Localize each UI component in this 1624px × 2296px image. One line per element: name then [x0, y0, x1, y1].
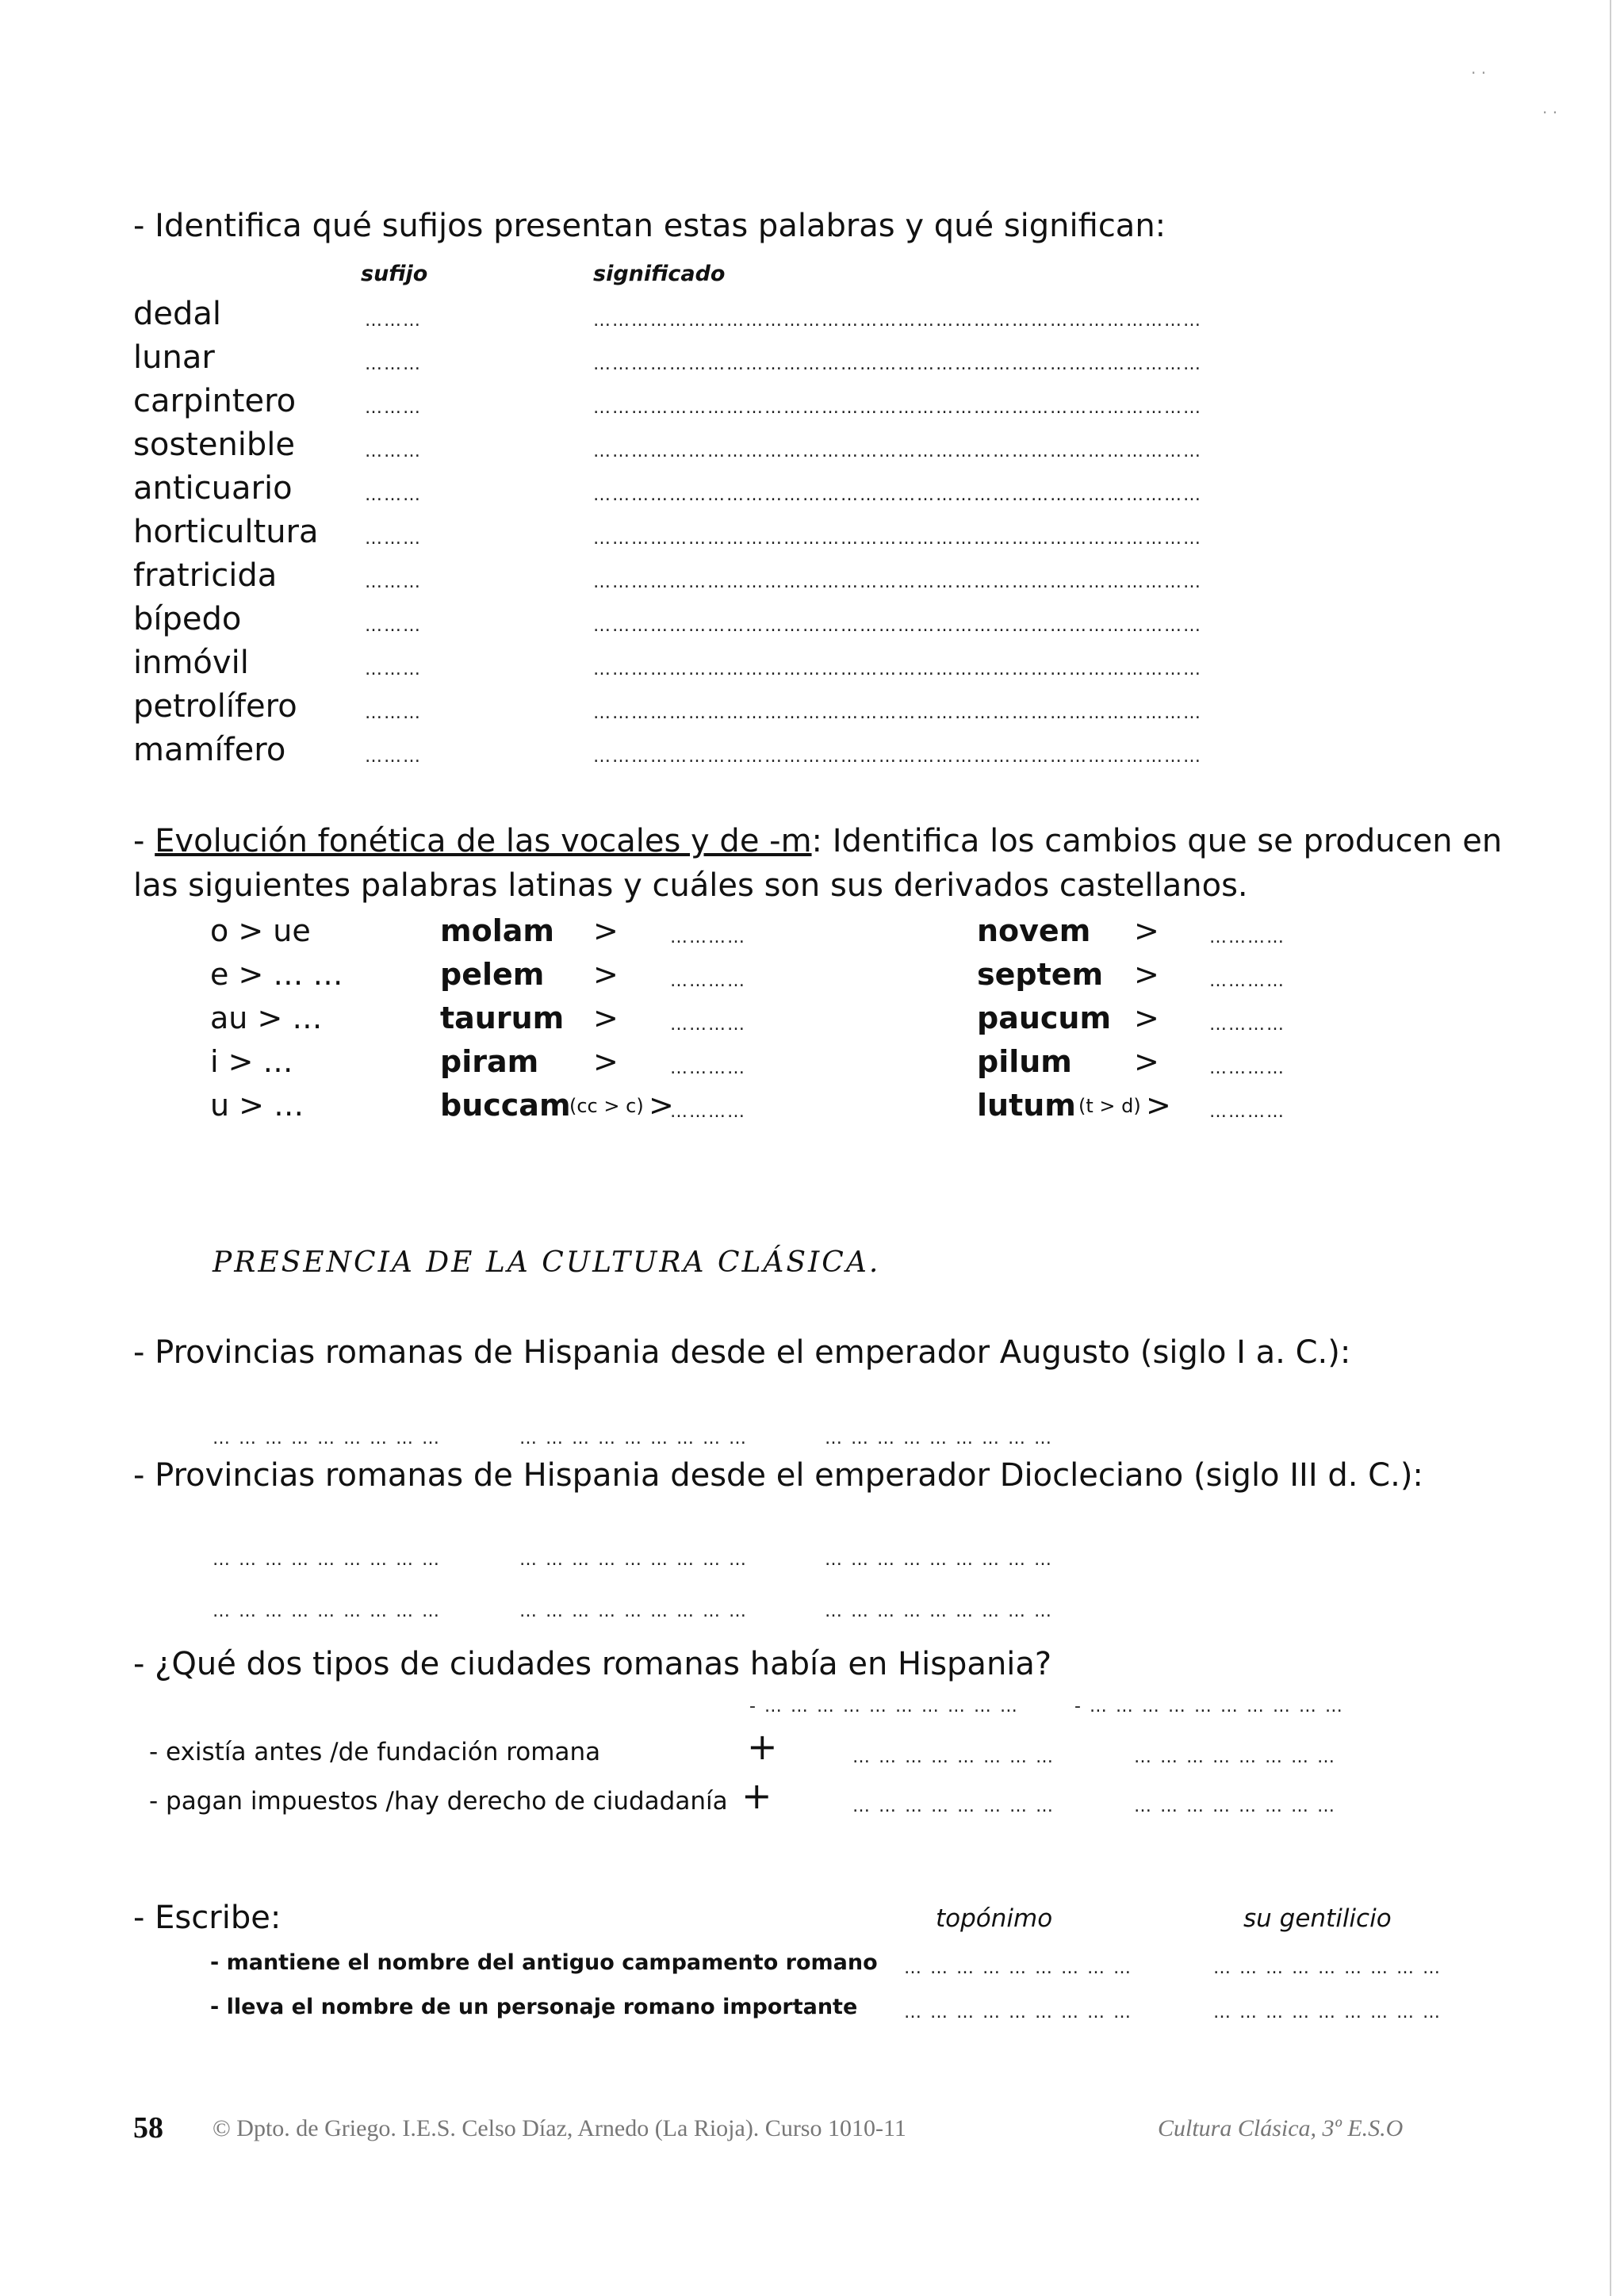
city-type-blank[interactable]: - … … … … … … … … … … [1074, 1697, 1344, 1716]
meaning-blank[interactable]: …………………………………………………………………………………… [593, 616, 1202, 636]
meaning-blank[interactable]: …………………………………………………………………………………… [593, 529, 1202, 549]
vowel-change: au > … [210, 1001, 323, 1035]
phonetic-dash: - [133, 823, 155, 859]
suffix-blank[interactable]: ……… [365, 616, 422, 636]
latin-word: buccam [440, 1088, 571, 1123]
write-criterion: - mantiene el nombre del antiguo campamento romano [210, 1950, 878, 1975]
suffix-word: bípedo [133, 601, 242, 637]
arrow: > [1146, 1088, 1171, 1123]
city-answer-blank[interactable]: … … … … … … … … [852, 1747, 1055, 1767]
phonetic-instruction [133, 823, 1502, 859]
phonetic-instruction-text: : Identifica los cambios que se producen en [811, 823, 1503, 859]
suffix-word: anticuario [133, 470, 293, 507]
meaning-blank[interactable]: …………………………………………………………………………………… [593, 398, 1202, 418]
latin-word: molam [440, 913, 554, 948]
vowel-change: o > ue [210, 913, 311, 948]
arrow: > [1134, 1001, 1159, 1035]
province-blank[interactable]: … … … … … … … … … [519, 1550, 748, 1570]
footer-subject: Cultura Clásica, 3º E.S.O [1158, 2115, 1404, 2141]
arrow: > [1134, 957, 1159, 992]
suffix-word: dedal [133, 296, 222, 332]
derivative-blank[interactable]: ………… [1209, 1058, 1285, 1078]
latin-word: paucum [977, 1001, 1112, 1035]
arrow: > [593, 913, 619, 948]
arrow: > [593, 1001, 619, 1035]
suffix-word: mamífero [133, 732, 286, 768]
province-blank[interactable]: … … … … … … … … … [519, 1429, 748, 1448]
vowel-change: u > … [210, 1088, 304, 1123]
suffix-blank[interactable]: ……… [365, 485, 422, 505]
column-header-meaning: significado [593, 262, 726, 286]
suffix-blank[interactable]: ……… [365, 442, 422, 461]
meaning-blank[interactable]: …………………………………………………………………………………… [593, 354, 1202, 374]
province-blank[interactable]: … … … … … … … … … [825, 1550, 1053, 1570]
derivative-blank[interactable]: ………… [1209, 1015, 1285, 1035]
cities-question: - ¿Qué dos tipos de ciudades romanas había en Hispania? [133, 1646, 1052, 1682]
meaning-blank[interactable]: …………………………………………………………………………………… [593, 747, 1202, 767]
suffix-blank[interactable]: ……… [365, 703, 422, 723]
city-criterion: - pagan impuestos /hay derecho de ciudadanía [149, 1787, 728, 1816]
province-blank[interactable]: … … … … … … … … … [213, 1429, 441, 1448]
derivative-blank[interactable]: ………… [1209, 1102, 1285, 1122]
arrow: > [1134, 913, 1159, 948]
suffix-instruction: - Identifica qué sufijos presentan estas palabras y qué significan: [133, 208, 1166, 244]
arrow: > [1134, 1044, 1159, 1079]
city-answer-blank[interactable]: … … … … … … … … [852, 1797, 1055, 1816]
latin-word: septem [977, 957, 1104, 992]
page-number: 58 [133, 2111, 163, 2145]
column-header-toponym: topónimo [936, 1904, 1053, 1933]
province-blank[interactable]: … … … … … … … … … [213, 1550, 441, 1570]
suffix-word: petrolífero [133, 688, 297, 725]
derivative-blank[interactable]: ………… [1209, 971, 1285, 991]
province-blank[interactable]: … … … … … … … … … [825, 1429, 1053, 1448]
scan-speck: · · [1542, 103, 1558, 122]
suffix-blank[interactable]: ……… [365, 398, 422, 418]
latin-word: lutum [977, 1088, 1076, 1123]
meaning-blank[interactable]: …………………………………………………………………………………… [593, 660, 1202, 679]
plus-icon: + [741, 1774, 772, 1817]
vowel-change: e > … … [210, 957, 343, 992]
derivative-blank[interactable]: ………… [670, 1015, 746, 1035]
derivative-blank[interactable]: ………… [670, 1058, 746, 1078]
latin-word: pilum [977, 1044, 1072, 1079]
change-note: (cc > c) [569, 1095, 644, 1117]
suffix-blank[interactable]: ……… [365, 572, 422, 592]
suffix-blank[interactable]: ……… [365, 311, 422, 331]
gentilic-blank[interactable]: … … … … … … … … … [1213, 1958, 1442, 1978]
write-criterion: - lleva el nombre de un personaje romano importante [210, 1995, 858, 2019]
latin-word: taurum [440, 1001, 565, 1035]
toponym-blank[interactable]: … … … … … … … … … [904, 2003, 1132, 2022]
phonetic-instruction-line2: las siguientes palabras latinas y cuáles son sus derivados castellanos. [133, 867, 1248, 904]
city-answer-blank[interactable]: … … … … … … … … [1134, 1797, 1336, 1816]
suffix-word: sostenible [133, 427, 296, 463]
derivative-blank[interactable]: ………… [670, 928, 746, 947]
phonetic-heading: Evolución fonética de las vocales y de -m [155, 823, 812, 859]
augusto-question: - Provincias romanas de Hispania desde el emperador Augusto (siglo I a. C.): [133, 1334, 1351, 1371]
suffix-word: lunar [133, 339, 215, 376]
write-label: - Escribe: [133, 1900, 282, 1936]
suffix-word: horticultura [133, 514, 319, 550]
derivative-blank[interactable]: ………… [670, 1102, 746, 1122]
suffix-blank[interactable]: ……… [365, 354, 422, 374]
suffix-blank[interactable]: ……… [365, 529, 422, 549]
meaning-blank[interactable]: …………………………………………………………………………………… [593, 485, 1202, 505]
latin-word: novem [977, 913, 1091, 948]
arrow: > [593, 957, 619, 992]
city-criterion: - existía antes /de fundación romana [149, 1738, 601, 1766]
derivative-blank[interactable]: ………… [670, 971, 746, 991]
meaning-blank[interactable]: …………………………………………………………………………………… [593, 703, 1202, 723]
suffix-blank[interactable]: ……… [365, 660, 422, 679]
suffix-blank[interactable]: ……… [365, 747, 422, 767]
suffix-word: inmóvil [133, 645, 249, 681]
latin-word: pelem [440, 957, 545, 992]
vowel-change: i > … [210, 1044, 293, 1079]
diocleciano-question: - Provincias romanas de Hispania desde el emperador Diocleciano (siglo III d. C.): [133, 1457, 1423, 1494]
plus-icon: + [747, 1725, 778, 1768]
scan-edge-line [1610, 0, 1611, 2296]
toponym-blank[interactable]: … … … … … … … … … [904, 1958, 1132, 1978]
change-note: (t > d) [1078, 1095, 1141, 1117]
meaning-blank[interactable]: …………………………………………………………………………………… [593, 311, 1202, 331]
meaning-blank[interactable]: …………………………………………………………………………………… [593, 572, 1202, 592]
section-title: PRESENCIA DE LA CULTURA CLÁSICA. [213, 1246, 881, 1279]
arrow: > [649, 1088, 674, 1123]
province-blank[interactable]: … … … … … … … … … [825, 1601, 1053, 1621]
suffix-word: fratricida [133, 557, 278, 594]
suffix-word: carpintero [133, 383, 297, 419]
city-type-blank[interactable]: - … … … … … … … … … … [749, 1697, 1019, 1716]
derivative-blank[interactable]: ………… [1209, 928, 1285, 947]
province-blank[interactable]: … … … … … … … … … [213, 1601, 441, 1621]
arrow: > [593, 1044, 619, 1079]
city-answer-blank[interactable]: … … … … … … … … [1134, 1747, 1336, 1767]
province-blank[interactable]: … … … … … … … … … [519, 1601, 748, 1621]
latin-word: piram [440, 1044, 539, 1079]
column-header-gentilic: su gentilicio [1243, 1904, 1392, 1933]
column-header-suffix: sufijo [361, 262, 428, 286]
footer-credit: © Dpto. de Griego. I.E.S. Celso Díaz, Arnedo (La Rioja). Curso 1010-11 [213, 2115, 906, 2141]
scan-speck: · · [1471, 63, 1487, 82]
gentilic-blank[interactable]: … … … … … … … … … [1213, 2003, 1442, 2022]
meaning-blank[interactable]: …………………………………………………………………………………… [593, 442, 1202, 461]
